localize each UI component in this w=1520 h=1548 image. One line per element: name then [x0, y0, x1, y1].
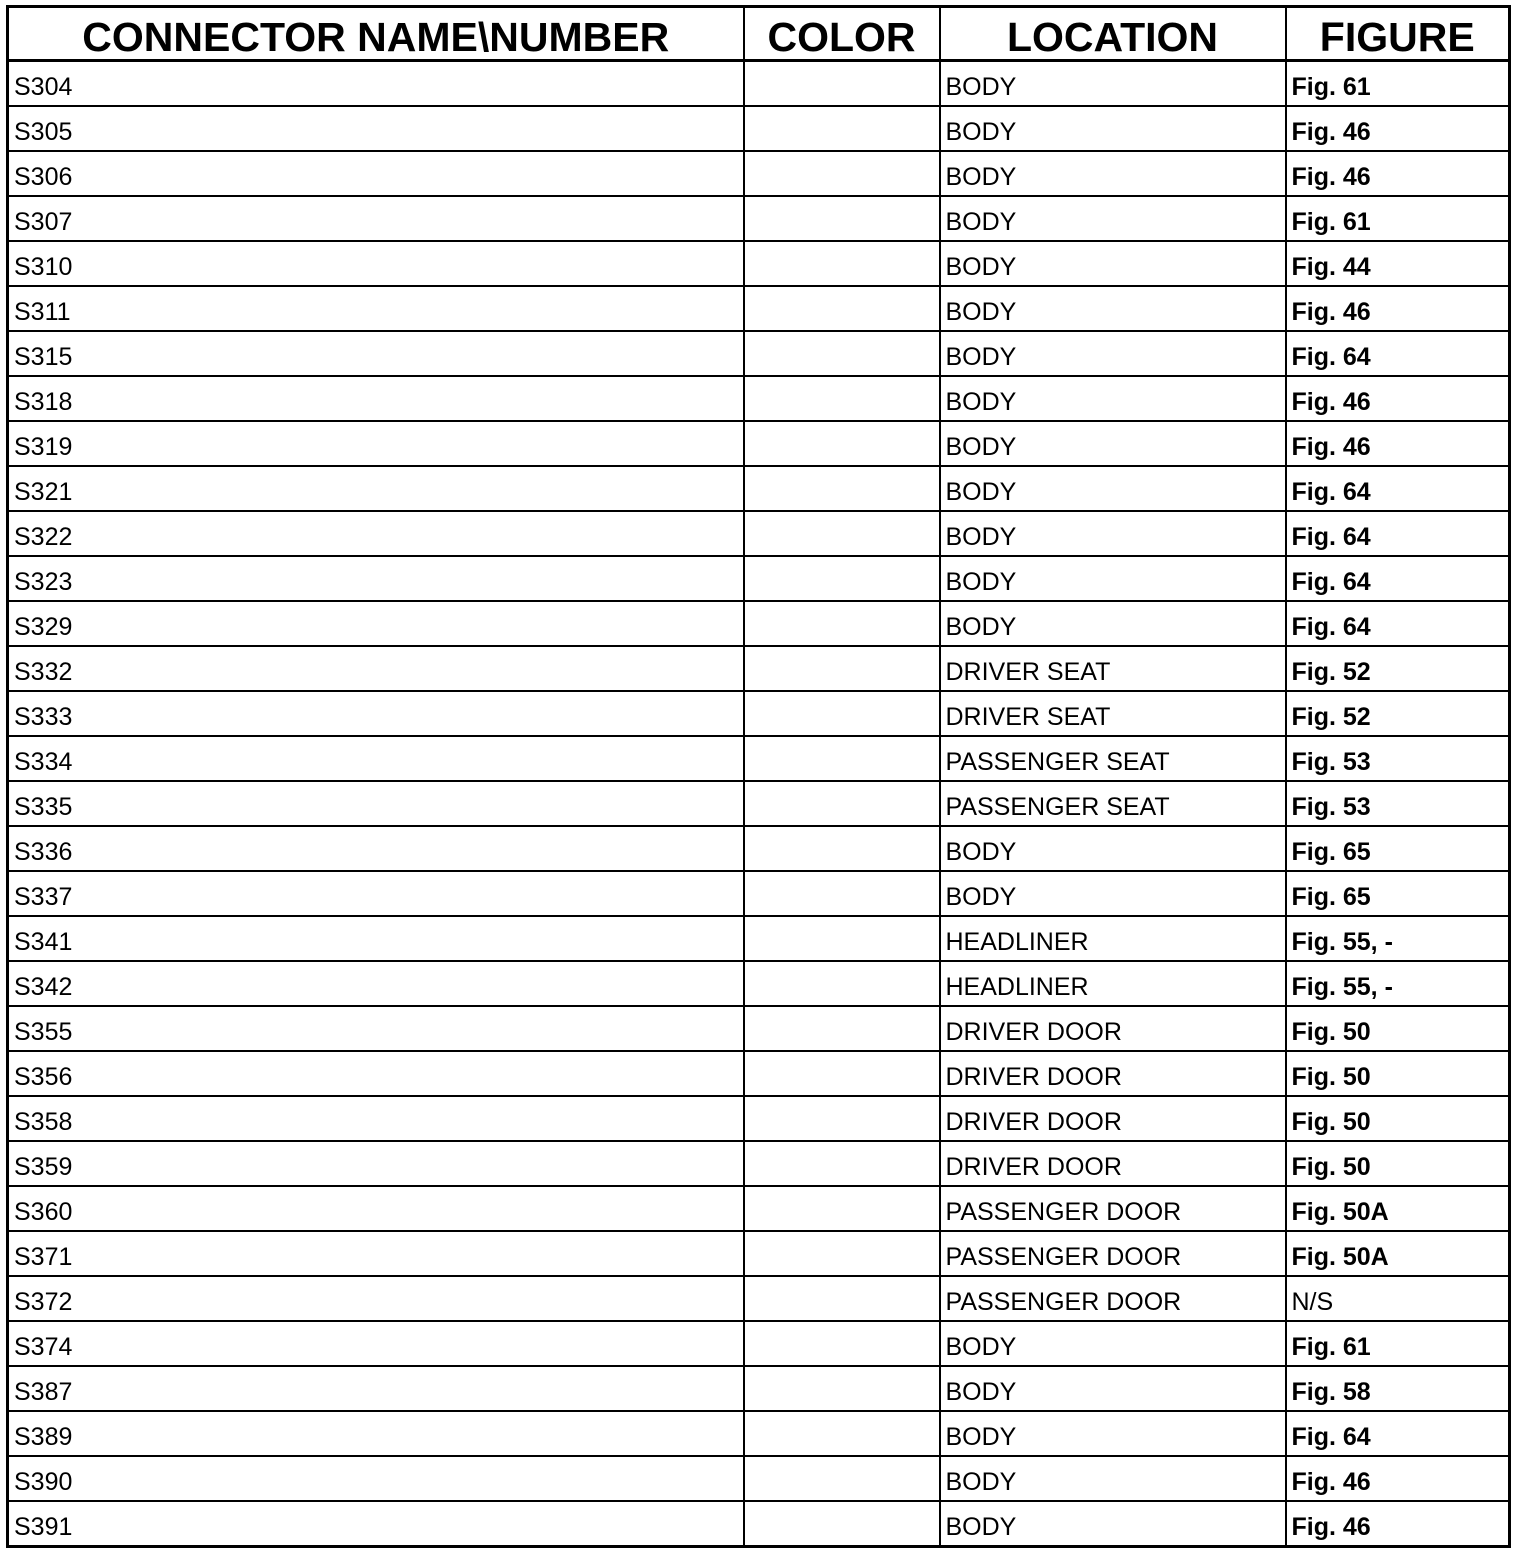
table-row	[8, 1186, 1510, 1231]
table-row	[8, 556, 1510, 601]
location-cell: DRIVER SEAT	[940, 691, 1286, 736]
color-cell	[744, 691, 940, 736]
figure-cell: Fig. 50	[1286, 1006, 1510, 1051]
connector-name-cell: S372	[8, 1276, 744, 1321]
location-cell: DRIVER SEAT	[940, 646, 1286, 691]
connector-name-cell: S390	[8, 1456, 744, 1501]
location-cell: HEADLINER	[940, 961, 1286, 1006]
figure-cell: Fig. 50A	[1286, 1231, 1510, 1276]
figure-cell: Fig. 50A	[1286, 1186, 1510, 1231]
connector-name-cell: S322	[8, 511, 744, 556]
figure-cell: Fig. 61	[1286, 61, 1510, 107]
table-row	[8, 241, 1510, 286]
location-cell: DRIVER DOOR	[940, 1051, 1286, 1096]
figure-cell: Fig. 46	[1286, 151, 1510, 196]
table-row	[8, 1276, 1510, 1321]
connector-name-cell: S355	[8, 1006, 744, 1051]
table-row	[8, 1411, 1510, 1456]
table-row	[8, 1006, 1510, 1051]
color-cell	[744, 1006, 940, 1051]
color-cell	[744, 151, 940, 196]
table-row	[8, 286, 1510, 331]
location-cell: HEADLINER	[940, 916, 1286, 961]
color-cell	[744, 916, 940, 961]
table-row	[8, 736, 1510, 781]
color-cell	[744, 781, 940, 826]
figure-cell: Fig. 64	[1286, 601, 1510, 646]
connector-name-cell: S318	[8, 376, 744, 421]
figure-cell: Fig. 55, -	[1286, 916, 1510, 961]
table-row	[8, 871, 1510, 916]
connector-name-cell: S371	[8, 1231, 744, 1276]
color-cell	[744, 511, 940, 556]
table-row	[8, 1051, 1510, 1096]
connector-name-cell: S304	[8, 61, 744, 107]
location-cell: PASSENGER DOOR	[940, 1186, 1286, 1231]
table-row	[8, 691, 1510, 736]
figure-cell: Fig. 61	[1286, 1321, 1510, 1366]
connector-name-cell: S360	[8, 1186, 744, 1231]
header-row	[8, 7, 1510, 61]
location-cell: BODY	[940, 1501, 1286, 1547]
connector-name-cell: S332	[8, 646, 744, 691]
figure-cell: Fig. 64	[1286, 1411, 1510, 1456]
color-cell	[744, 646, 940, 691]
table-row	[8, 61, 1510, 107]
connector-name-cell: S321	[8, 466, 744, 511]
color-cell	[744, 106, 940, 151]
color-cell	[744, 241, 940, 286]
location-cell: DRIVER DOOR	[940, 1006, 1286, 1051]
table-row	[8, 1501, 1510, 1547]
location-cell: BODY	[940, 106, 1286, 151]
connector-name-cell: S333	[8, 691, 744, 736]
table-row	[8, 601, 1510, 646]
figure-cell: Fig. 46	[1286, 376, 1510, 421]
table-row	[8, 1096, 1510, 1141]
color-cell	[744, 1456, 940, 1501]
figure-cell: Fig. 50	[1286, 1096, 1510, 1141]
color-cell	[744, 376, 940, 421]
color-cell	[744, 556, 940, 601]
figure-cell: Fig. 46	[1286, 286, 1510, 331]
table-row	[8, 1456, 1510, 1501]
figure-cell: Fig. 46	[1286, 106, 1510, 151]
color-cell	[744, 1501, 940, 1547]
connector-table	[6, 5, 1511, 1548]
location-cell: BODY	[940, 376, 1286, 421]
connector-name-cell: S391	[8, 1501, 744, 1547]
figure-cell: N/S	[1286, 1276, 1510, 1321]
table-row	[8, 1141, 1510, 1186]
color-cell	[744, 1186, 940, 1231]
connector-name-cell: S387	[8, 1366, 744, 1411]
color-cell	[744, 1321, 940, 1366]
figure-cell: Fig. 53	[1286, 736, 1510, 781]
location-cell: BODY	[940, 1321, 1286, 1366]
table-row	[8, 961, 1510, 1006]
table-row	[8, 916, 1510, 961]
location-cell: BODY	[940, 1411, 1286, 1456]
connector-name-cell: S319	[8, 421, 744, 466]
color-cell	[744, 466, 940, 511]
connector-name-cell: S305	[8, 106, 744, 151]
figure-cell: Fig. 61	[1286, 196, 1510, 241]
connector-name-cell: S359	[8, 1141, 744, 1186]
color-cell	[744, 331, 940, 376]
connector-name-cell: S311	[8, 286, 744, 331]
table-row	[8, 646, 1510, 691]
location-cell: BODY	[940, 1366, 1286, 1411]
table-row	[8, 151, 1510, 196]
header-connector-name: CONNECTOR NAME\NUMBER	[8, 7, 744, 61]
location-cell: BODY	[940, 241, 1286, 286]
header-figure: FIGURE	[1286, 7, 1510, 61]
table-row	[8, 1366, 1510, 1411]
table-row	[8, 781, 1510, 826]
color-cell	[744, 1051, 940, 1096]
header-location: LOCATION	[940, 7, 1286, 61]
color-cell	[744, 61, 940, 107]
table-body	[8, 61, 1510, 1547]
color-cell	[744, 961, 940, 1006]
connector-name-cell: S310	[8, 241, 744, 286]
color-cell	[744, 871, 940, 916]
color-cell	[744, 1366, 940, 1411]
connector-name-cell: S356	[8, 1051, 744, 1096]
connector-name-cell: S315	[8, 331, 744, 376]
figure-cell: Fig. 50	[1286, 1051, 1510, 1096]
figure-cell: Fig. 44	[1286, 241, 1510, 286]
table-row	[8, 511, 1510, 556]
connector-name-cell: S341	[8, 916, 744, 961]
location-cell: BODY	[940, 331, 1286, 376]
table-row	[8, 421, 1510, 466]
figure-cell: Fig. 46	[1286, 1456, 1510, 1501]
color-cell	[744, 1411, 940, 1456]
color-cell	[744, 601, 940, 646]
location-cell: BODY	[940, 826, 1286, 871]
connector-name-cell: S336	[8, 826, 744, 871]
color-cell	[744, 196, 940, 241]
connector-name-cell: S306	[8, 151, 744, 196]
color-cell	[744, 286, 940, 331]
figure-cell: Fig. 64	[1286, 511, 1510, 556]
connector-name-cell: S307	[8, 196, 744, 241]
color-cell	[744, 1096, 940, 1141]
connector-name-cell: S334	[8, 736, 744, 781]
table-row	[8, 1231, 1510, 1276]
figure-cell: Fig. 64	[1286, 556, 1510, 601]
figure-cell: Fig. 52	[1286, 691, 1510, 736]
connector-name-cell: S342	[8, 961, 744, 1006]
location-cell: DRIVER DOOR	[940, 1096, 1286, 1141]
figure-cell: Fig. 58	[1286, 1366, 1510, 1411]
table-row	[8, 106, 1510, 151]
header-color: COLOR	[744, 7, 940, 61]
table-row	[8, 196, 1510, 241]
color-cell	[744, 736, 940, 781]
location-cell: BODY	[940, 601, 1286, 646]
location-cell: BODY	[940, 196, 1286, 241]
figure-cell: Fig. 53	[1286, 781, 1510, 826]
figure-cell: Fig. 55, -	[1286, 961, 1510, 1006]
connector-name-cell: S335	[8, 781, 744, 826]
connector-name-cell: S323	[8, 556, 744, 601]
connector-name-cell: S337	[8, 871, 744, 916]
connector-name-cell: S389	[8, 1411, 744, 1456]
table-row	[8, 826, 1510, 871]
connector-name-cell: S329	[8, 601, 744, 646]
figure-cell: Fig. 64	[1286, 331, 1510, 376]
figure-cell: Fig. 46	[1286, 1501, 1510, 1547]
location-cell: PASSENGER SEAT	[940, 736, 1286, 781]
table-row	[8, 1321, 1510, 1366]
location-cell: BODY	[940, 871, 1286, 916]
table-header	[8, 7, 1510, 61]
location-cell: BODY	[940, 1456, 1286, 1501]
color-cell	[744, 826, 940, 871]
color-cell	[744, 421, 940, 466]
color-cell	[744, 1276, 940, 1321]
figure-cell: Fig. 52	[1286, 646, 1510, 691]
color-cell	[744, 1141, 940, 1186]
location-cell: PASSENGER DOOR	[940, 1276, 1286, 1321]
table-row	[8, 331, 1510, 376]
figure-cell: Fig. 50	[1286, 1141, 1510, 1186]
connector-name-cell: S358	[8, 1096, 744, 1141]
location-cell: BODY	[940, 421, 1286, 466]
connector-name-cell: S374	[8, 1321, 744, 1366]
table-row	[8, 376, 1510, 421]
figure-cell: Fig. 46	[1286, 421, 1510, 466]
location-cell: BODY	[940, 286, 1286, 331]
figure-cell: Fig. 64	[1286, 466, 1510, 511]
location-cell: BODY	[940, 466, 1286, 511]
location-cell: PASSENGER DOOR	[940, 1231, 1286, 1276]
color-cell	[744, 1231, 940, 1276]
location-cell: BODY	[940, 556, 1286, 601]
location-cell: BODY	[940, 151, 1286, 196]
figure-cell: Fig. 65	[1286, 871, 1510, 916]
location-cell: BODY	[940, 61, 1286, 107]
location-cell: PASSENGER SEAT	[940, 781, 1286, 826]
location-cell: DRIVER DOOR	[940, 1141, 1286, 1186]
table-row	[8, 466, 1510, 511]
figure-cell: Fig. 65	[1286, 826, 1510, 871]
location-cell: BODY	[940, 511, 1286, 556]
